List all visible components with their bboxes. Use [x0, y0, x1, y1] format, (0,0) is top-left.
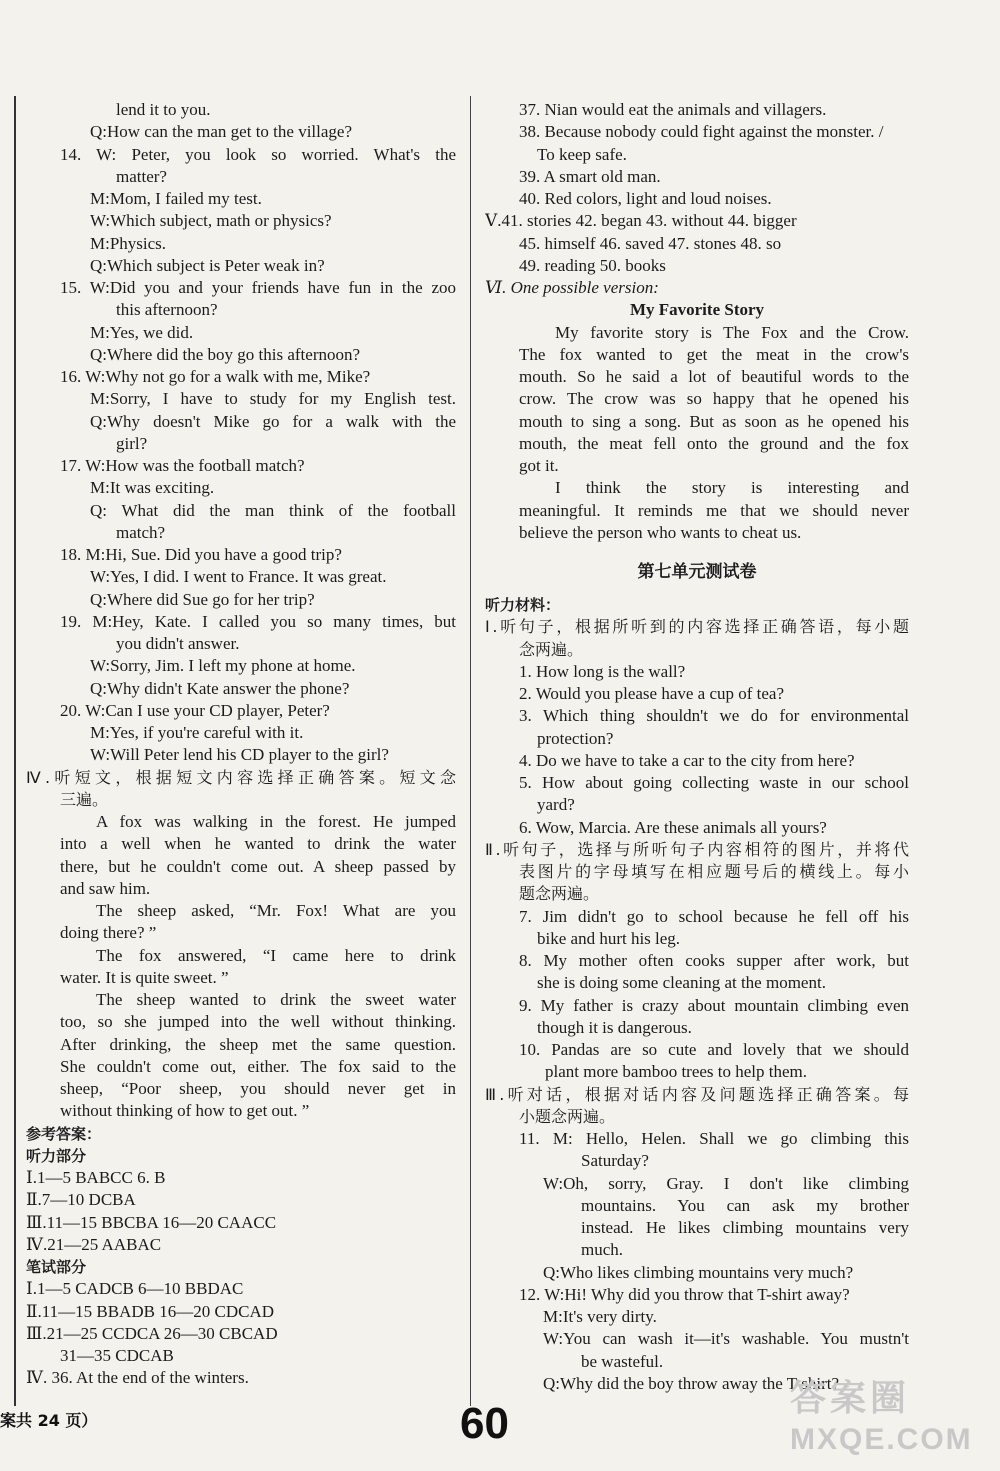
text-line: be wasteful. — [581, 1351, 664, 1371]
text-line: Ⅱ.7—10 DCBA — [26, 1190, 136, 1210]
text-line: W:Sorry, Jim. I left my phone at home. — [90, 656, 356, 676]
text-line: M:Yes, if you're careful with it. — [90, 723, 304, 742]
text-line: 9. My father is crazy about mountain climbing even — [519, 995, 909, 1015]
left-margin-rule — [14, 96, 16, 1406]
text-line: Q:Which subject is Peter weak in? — [90, 255, 325, 275]
text-line: 5. How about going collecting waste in our school — [519, 773, 909, 792]
text-line: 听力材料： — [485, 596, 561, 614]
text-line: Q:How can the man get to the village? — [90, 122, 352, 142]
text-line: Ⅳ. 36. At the end of the winters. — [26, 1368, 249, 1388]
text-line: 7. Jim didn't go to school because he fell off his — [519, 906, 909, 926]
text-line: A fox was walking in the forest. He jumped — [96, 812, 456, 831]
watermark-logo — [790, 1374, 973, 1458]
text-line: 三遍。 — [60, 789, 109, 809]
text-line: Ⅴ.41. stories 42. began 43. without 44. bigger — [485, 211, 797, 231]
text-line: W:Oh, sorry, Gray. I don't like climbing — [543, 1173, 909, 1193]
text-line: M:It was exciting. — [90, 478, 215, 498]
text-line: Ⅰ.听句子，根据所听到的内容选择正确答语，每小题 — [485, 617, 909, 637]
text-line: The fox wanted to get the meat in the crow's — [519, 344, 909, 364]
text-line: To keep safe. — [537, 144, 627, 164]
text-line: Ⅲ.听对话，根据对话内容及问题选择正确答案。每 — [485, 1084, 909, 1104]
text-line: Ⅱ.11—15 BBADB 16—20 CDCAD — [26, 1301, 275, 1321]
text-line: mouth to sing a song. But as soon as he opened his — [519, 411, 909, 431]
text-line: yard? — [537, 795, 575, 815]
text-line: there, but he couldn't come out. A sheep passed by — [60, 856, 456, 876]
text-line: 16. W:Why not go for a walk with me, Mike? — [60, 367, 371, 386]
column-divider — [470, 96, 471, 1406]
text-line: M:Physics. — [90, 233, 167, 253]
text-line: Ⅰ.1—5 CADCB 6—10 BBDAC — [26, 1279, 244, 1299]
text-line: 4. Do we have to take a car to the city from here? — [519, 750, 855, 770]
text-line: The fox answered, “I came here to drink — [96, 945, 456, 965]
text-line: Ⅲ.11—15 BBCBA 16—20 CAACC — [26, 1212, 277, 1232]
text-line: Ⅵ. One possible version: — [485, 278, 659, 297]
text-line: 念两遍。 — [519, 639, 584, 659]
answers-continued — [485, 99, 909, 299]
text-line: 11. M: Hello, Helen. Shall we go climbing this — [519, 1129, 909, 1148]
text-line: 3. Which thing shouldn't we do for environmental — [519, 706, 909, 726]
watermark-text-bottom: MXQE.COM — [790, 1423, 973, 1456]
text-line: into a well when he wanted to drink the water — [60, 834, 456, 854]
text-line: meaningful. It reminds me that we should never — [519, 500, 909, 520]
text-line: plant more bamboo trees to help them. — [545, 1062, 808, 1082]
text-line: She couldn't come out, either. The fox said to the — [60, 1056, 456, 1076]
text-line: and saw him. — [60, 878, 151, 898]
text-line: 听力部分 — [26, 1146, 87, 1165]
text-line: Q: What did the man think of the football — [90, 500, 456, 520]
right-column — [485, 99, 909, 1395]
text-line: 18. M:Hi, Sue. Did you have a good trip? — [60, 545, 342, 564]
text-line: The sheep asked, “Mr. Fox! What are you — [96, 901, 456, 920]
text-line: 38. Because nobody could fight against the monster. / — [519, 122, 884, 142]
text-line: 37. Nian would eat the animals and villagers. — [519, 100, 827, 119]
text-line: Saturday? — [581, 1151, 649, 1171]
text-line: Q:Who likes climbing mountains very much? — [543, 1262, 854, 1282]
text-line: 20. W:Can I use your CD player, Peter? — [60, 700, 330, 720]
text-line: 17. W:How was the football match? — [60, 456, 305, 475]
text-line: believe the person who wants to cheat us. — [519, 522, 802, 542]
text-line: Ⅱ.听句子，选择与所听句子内容相符的图片，并将代 — [485, 839, 909, 859]
text-line: 2. Would you please have a cup of tea? — [519, 684, 785, 703]
text-line: girl? — [116, 433, 148, 453]
text-line: M:Sorry, I have to study for my English test. — [90, 389, 456, 409]
text-line: 表图片的字母填写在相应题号后的横线上。每小 — [519, 862, 909, 881]
text-line: 39. A smart old man. — [519, 166, 661, 186]
text-line: Ⅳ.21—25 AABAC — [26, 1234, 162, 1254]
text-line: 15. W:Did you and your friends have fun in the zoo — [60, 278, 456, 297]
text-line: 45. himself 46. saved 47. stones 48. so — [519, 233, 782, 253]
text-line: 参考答案： — [26, 1124, 102, 1143]
text-line: bike and hurt his leg. — [537, 928, 681, 948]
text-line: W:Will Peter lend his CD player to the girl? — [90, 745, 389, 765]
text-line: Q:Where did Sue go for her trip? — [90, 589, 315, 609]
text-line: matter? — [116, 166, 167, 186]
text-line: 6. Wow, Marcia. Are these animals all yours? — [519, 817, 827, 837]
text-line: though it is dangerous. — [537, 1017, 692, 1037]
text-line: The sheep wanted to drink the sweet water — [96, 990, 456, 1009]
text-line: 小题念两遍。 — [519, 1106, 616, 1126]
text-line: match? — [116, 522, 166, 542]
text-line: 8. My mother often cooks supper after work, but — [519, 951, 909, 970]
text-line: I think the story is interesting and — [555, 478, 909, 498]
left-column — [26, 99, 456, 1390]
text-line: 19. M:Hey, Kate. I called you so many times, but — [60, 611, 456, 631]
text-line: lend it to you. — [116, 100, 211, 119]
text-line: got it. — [519, 456, 559, 475]
text-line: Q:Where did the boy go this afternoon? — [90, 344, 361, 364]
text-line: My favorite story is The Fox and the Crow. — [555, 322, 909, 342]
text-line: protection? — [537, 728, 614, 748]
text-line: Q:Why doesn't Mike go for a walk with the — [90, 411, 456, 431]
text-line: without thinking of how to get out. ” — [60, 1101, 310, 1121]
text-line: instead. He likes climbing mountains very — [581, 1218, 909, 1237]
story-body — [485, 322, 909, 545]
text-line: M:It's very dirty. — [543, 1307, 657, 1326]
watermark-text-top: 答案圈 — [790, 1377, 911, 1418]
text-line: Ⅲ.21—25 CCDCA 26—30 CBCAD — [26, 1323, 278, 1343]
text-line: 1. How long is the wall? — [519, 661, 686, 681]
text-line: 40. Red colors, light and loud noises. — [519, 189, 772, 208]
text-line: mouth, the meat fell onto the ground and the fox — [519, 433, 909, 453]
text-line: 10. Pandas are so cute and lovely that we should — [519, 1040, 909, 1059]
unit-title: 第七单元测试卷 — [637, 562, 757, 582]
text-line: too, so she jumped into the well without thinking. — [60, 1012, 456, 1032]
text-line: M:Mom, I failed my test. — [90, 189, 262, 208]
text-line: Q:Why didn't Kate answer the phone? — [90, 678, 350, 698]
text-line: Ⅳ.听短文，根据短文内容选择正确答案。短文念 — [26, 767, 456, 787]
text-line: 14. W: Peter, you look so worried. What's the — [60, 144, 456, 164]
text-line: she is doing some cleaning at the moment. — [537, 973, 826, 993]
text-line: much. — [581, 1240, 624, 1260]
text-line: mouth. So he said a lot of beautiful words to the — [519, 367, 909, 386]
text-line: Ⅰ.1—5 BABCC 6. B — [26, 1168, 166, 1187]
page-number: 60 — [460, 1399, 509, 1448]
text-line: W:You can wash it—it's washable. You mustn't — [543, 1329, 909, 1349]
listening-materials — [485, 594, 909, 1395]
text-line: Q:Why did the boy throw away the T-shirt? — [543, 1373, 840, 1393]
text-line: mountains. You can ask my brother — [581, 1195, 909, 1215]
footer-page-note: 案共 24 页） — [0, 1411, 98, 1430]
text-line: you didn't answer. — [116, 634, 240, 653]
text-line: this afternoon? — [116, 300, 218, 320]
text-line: 49. reading 50. books — [519, 255, 666, 275]
text-line: water. It is quite sweet. ” — [60, 967, 229, 987]
text-line: crow. The crow was so happy that he opened his — [519, 389, 909, 409]
text-line: doing there? ” — [60, 923, 157, 943]
text-line: 题念两遍。 — [519, 884, 600, 904]
text-line: 12. W:Hi! Why did you throw that T-shirt away? — [519, 1284, 850, 1304]
text-line: After drinking, the sheep met the same question. — [60, 1034, 456, 1054]
text-line: W:Which subject, math or physics? — [90, 211, 332, 231]
text-line: W:Yes, I did. I went to France. It was great. — [90, 567, 387, 587]
story-title: My Favorite Story — [629, 300, 765, 320]
text-line: M:Yes, we did. — [90, 322, 194, 342]
text-line: 31—35 CDCAB — [60, 1346, 174, 1365]
text-line: 笔试部分 — [26, 1258, 87, 1276]
text-line: sheep, “Poor sheep, you should never get in — [60, 1079, 456, 1098]
